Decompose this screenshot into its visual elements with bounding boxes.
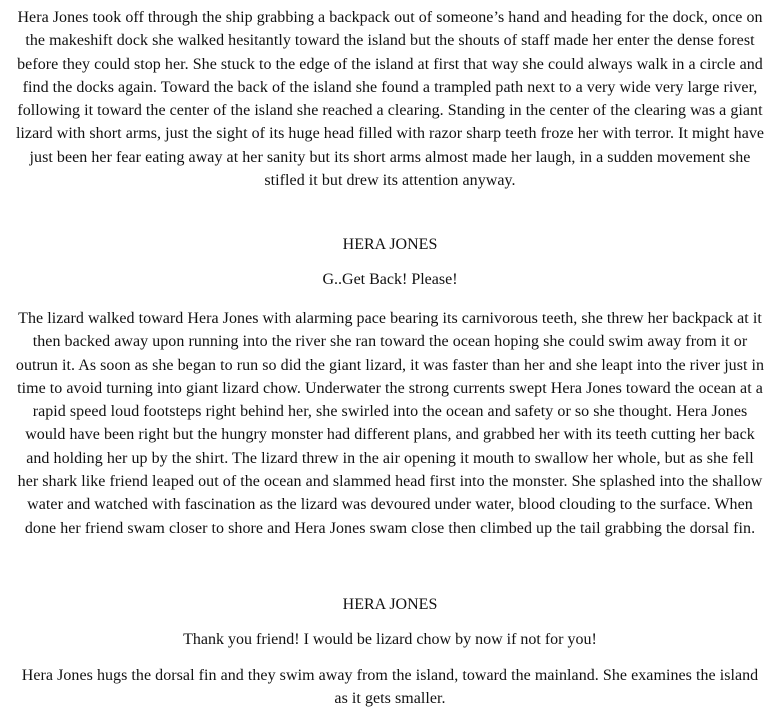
dialogue-line-2: Thank you friend! I would be lizard chow by now if not for you! bbox=[183, 631, 597, 648]
character-name-2: HERA JONES bbox=[342, 596, 438, 613]
action-paragraph-3: Hera Jones hugs the dorsal fin and they swim away from the island, toward the mainland. She examines the island as it gets smaller. bbox=[21, 667, 759, 708]
action-paragraph-1: Hera Jones took off through the ship grabbing a backpack out of someone’s hand and heading for the dock, once on the makeshift dock she walked hesitantly toward the island but the shouts of staff made her enter the dense forest before they could stop her. She stuck to the edge of the island at first that way she could always walk in a circle and find the docks again. Toward the back of the island she found a trampled path next to a very wide very large river, following it toward the center of the island she reached a clearing. Standing in the center of the clearing was a giant lizard with short arms, just the sight of its huge head filled with razor sharp teeth froze her with terror. It might have just been her fear eating away at her sanity but its short arms almost made her laugh, in a sudden movement she stifled it but drew its attention anyway. bbox=[15, 9, 765, 190]
dialogue-line-1: G..Get Back! Please! bbox=[322, 271, 458, 288]
action-paragraph-2: The lizard walked toward Hera Jones with alarming pace bearing its carnivorous teeth, she threw her backpack at it then backed away upon running into the river she ran toward the ocean hoping she could swim away from it or outrun it. As soon as she began to run so did the giant lizard, it was faster than her and she leapt into the river just in time to avoid turning into giant lizard chow. Underwater the strong currents swept Hera Jones toward the ocean at a rapid speed loud footsteps right behind her, she swirled into the ocean and safety or so she thought. Hera Jones would have been right but the hungry monster had different plans, and grabbed her with its teeth cutting her back and holding her up by the shirt. The lizard threw in the air opening it mouth to swallow her whole, but as she fell her shark like friend leaped out of the ocean and slammed head first into the monster. She splashed into the shallow water and watched with fascination as the lizard was devoured under water, blood clouding to the surface. When done her friend swam closer to shore and Hera Jones swam close then climbed up the tail grabbing the dorsal fin. bbox=[15, 310, 765, 537]
character-name-1: HERA JONES bbox=[342, 236, 438, 253]
